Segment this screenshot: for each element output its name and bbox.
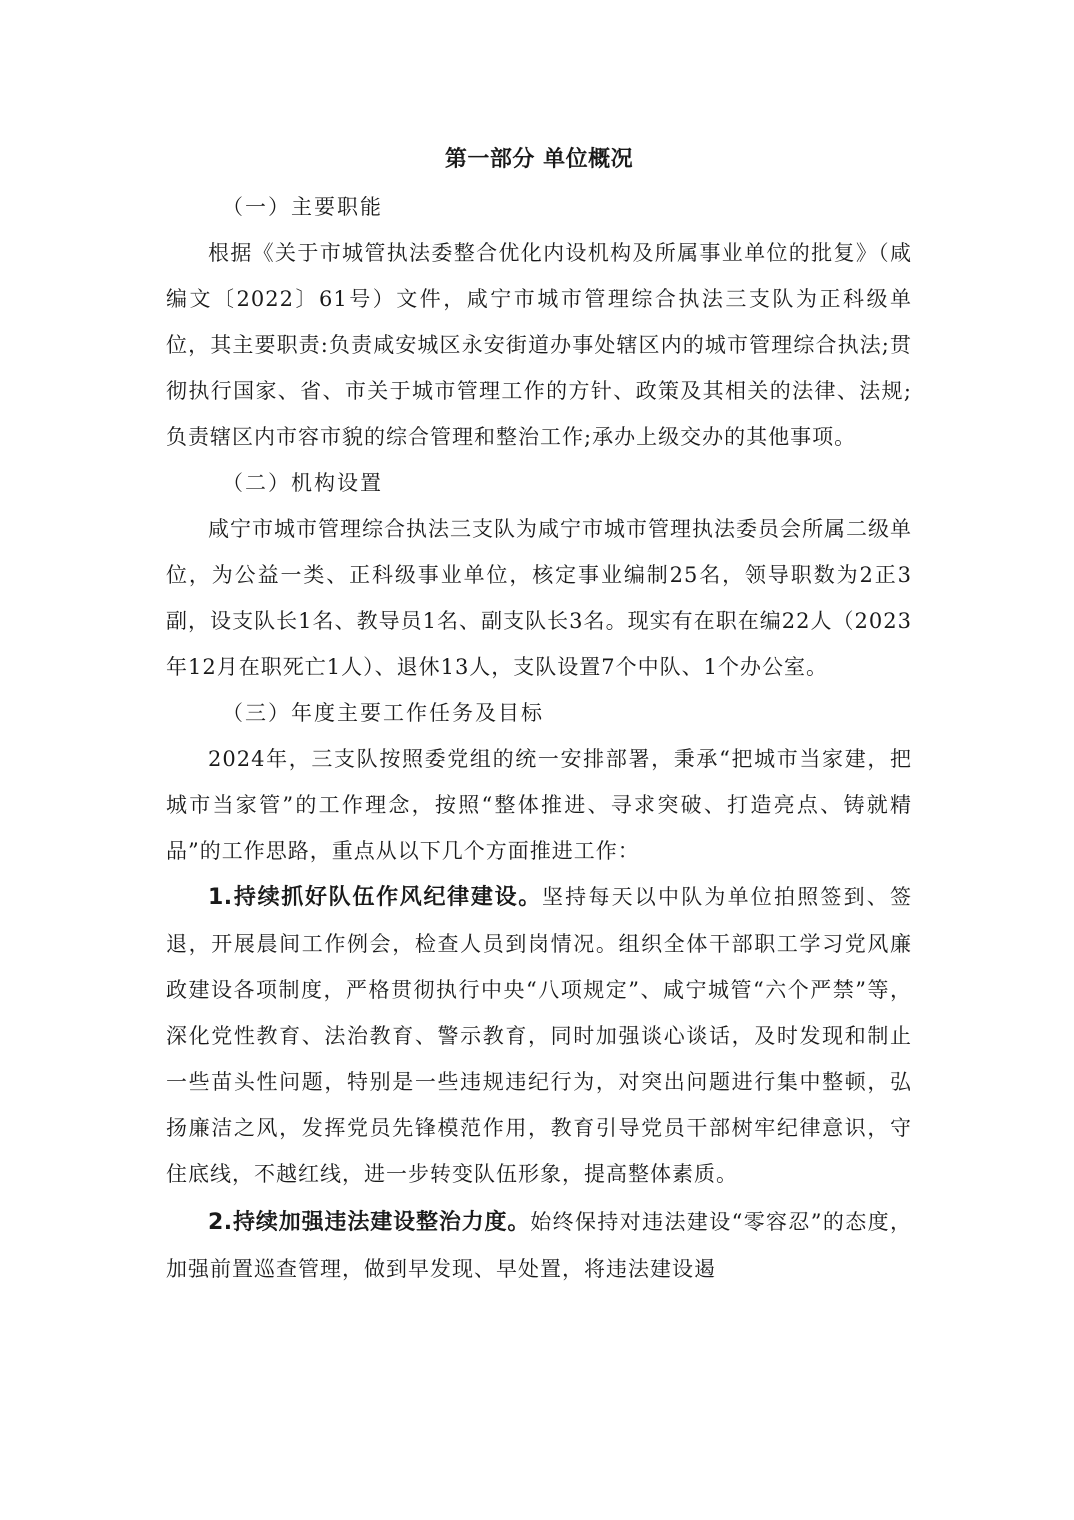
work-item-lead: 1.持续抓好队伍作风纪律建设。 bbox=[208, 885, 542, 910]
work-item-text: 始终保持对违法建设“零容忍”的态度，加强前置巡查管理，做到早发现、早处置，将违法建设遏 bbox=[166, 1210, 912, 1281]
section-paragraph-organization: 咸宁市城市管理综合执法三支队为咸宁市城市管理执法委员会所属二级单位，为公益一类、正科级事业单位，核定事业编制25名，领导职数为2正3副，设支队长1名、教导员1名、副支队长3名。现实有在职在编22人（2023年12月在职死亡1人）、退休13人，支队设置7个中队、1个办公室。 bbox=[166, 517, 912, 679]
section-heading-annual-goals: （三）年度主要工作任务及目标 bbox=[222, 701, 544, 725]
work-item-lead: 2.持续加强违法建设整治力度。 bbox=[208, 1210, 531, 1235]
document-body bbox=[166, 138, 912, 1292]
page-title: 第一部分 单位概况 bbox=[444, 147, 634, 172]
work-item-discipline bbox=[166, 874, 912, 1197]
section-paragraph-functions: 根据《关于市城管执法委整合优化内设机构及所属事业单位的批复》（咸编文〔2022〕61号）文件，咸宁市城市管理综合执法三支队为正科级单位，其主要职责:负责咸安城区永安街道办事处辖区内的城市管理综合执法;贯彻执行国家、省、市关于城市管理工作的方针、政策及其相关的法律、法规;负责辖区内市容市貌的综合管理和整治工作;承办上级交办的其他事项。 bbox=[166, 241, 912, 449]
section-heading-organization: （二）机构设置 bbox=[222, 471, 383, 495]
work-item-text: 坚持每天以中队为单位拍照签到、签退，开展晨间工作例会，检查人员到岗情况。组织全体干部职工学习党风廉政建设各项制度，严格贯彻执行中央“八项规定”、咸宁城管“六个严禁”等，深化党性教育、法治教育、警示教育，同时加强谈心谈话，及时发现和制止一些苗头性问题，特别是一些违规违纪行为，对突出问题进行集中整顿，弘扬廉洁之风，发挥党员先锋模范作用，教育引导党员干部树牢纪律意识，守住底线，不越红线，进一步转变队伍形象，提高整体素质。 bbox=[166, 885, 912, 1186]
section-heading-functions: （一）主要职能 bbox=[222, 195, 383, 219]
section-paragraph-annual-goals: 2024年，三支队按照委党组的统一安排部署，秉承“把城市当家建，把城市当家管”的工作理念，按照“整体推进、寻求突破、打造亮点、铸就精品”的工作思路，重点从以下几个方面推进工作： bbox=[166, 747, 912, 863]
work-item-illegal-construction bbox=[166, 1199, 912, 1292]
